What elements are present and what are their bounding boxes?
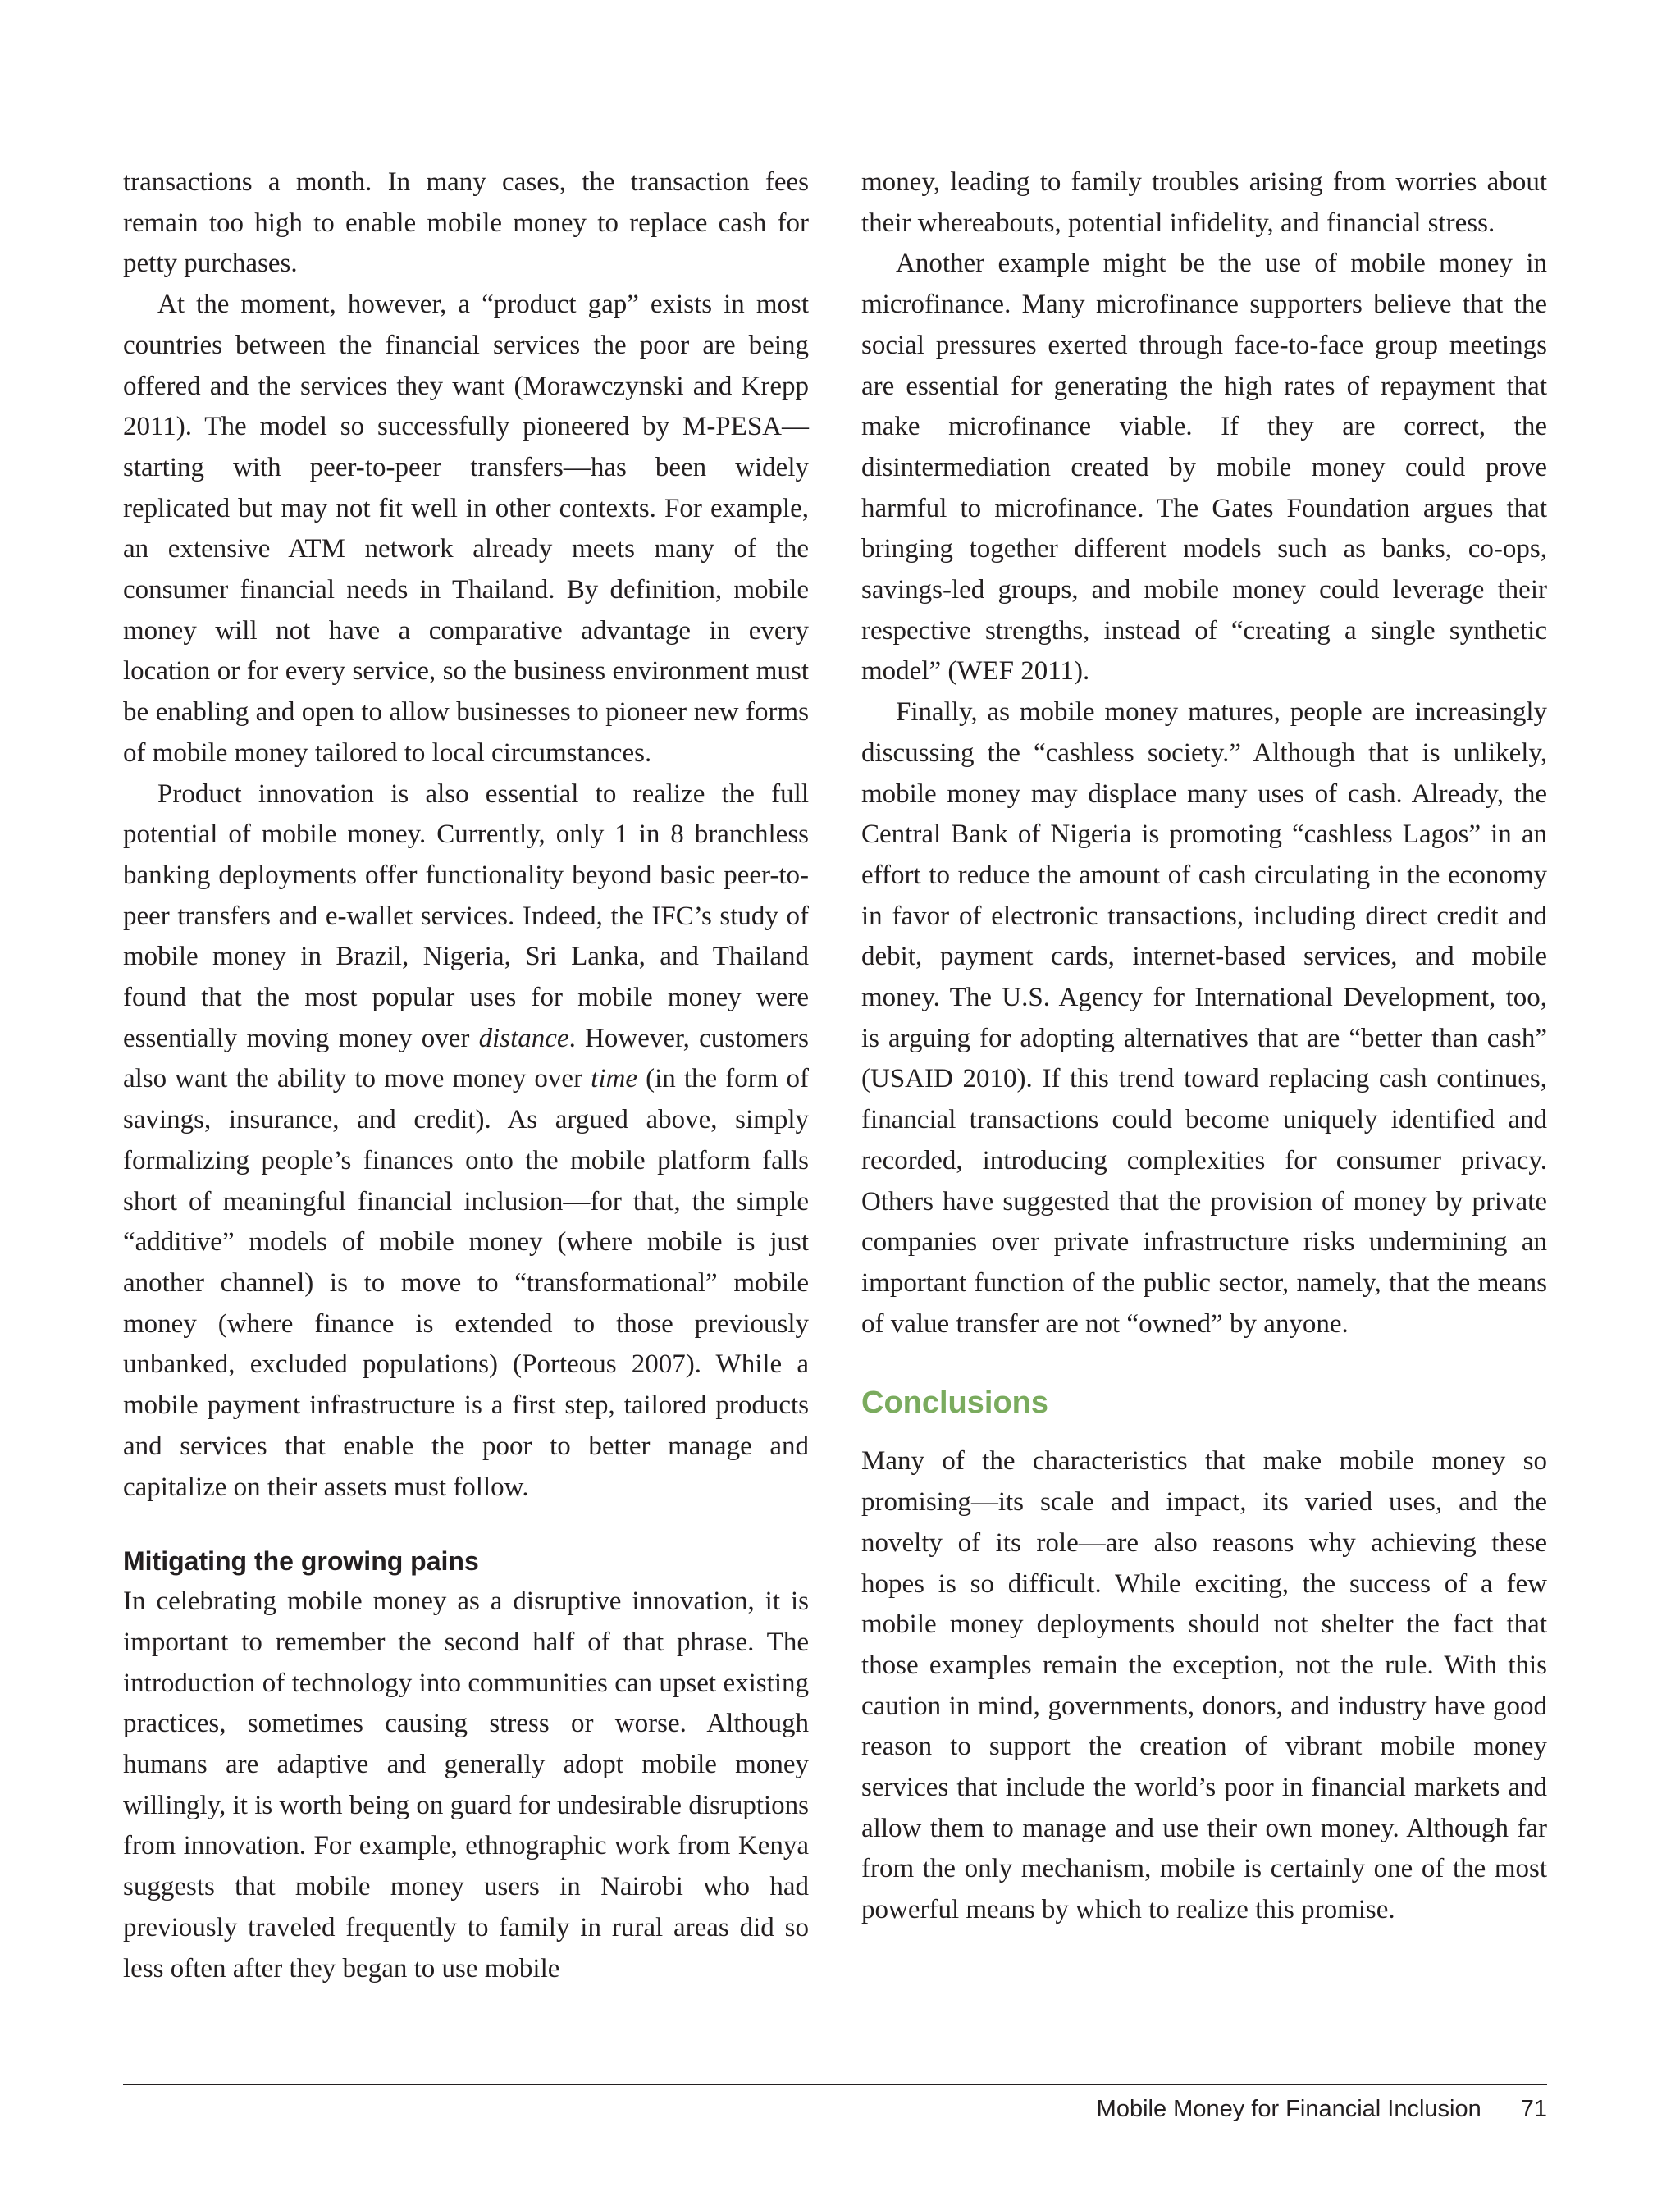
paragraph: Another example might be the use of mobile money in microfinance. Many microfinance supporters believe that the social pressures exerted through face-to-face group meetings are essential for generating the high rates of repayment that make microfinance viable. If they are correct, the disintermediation created by mobile money could prove harmful to microfinance. The Gates Foundation argues that bringing together different models such as banks, co-ops, savings-led groups, and mobile money could leverage their respective strengths, instead of “creating a single synthetic model” (WEF 2011).	[861, 249, 1547, 687]
subheading-mitigating: Mitigating the growing pains	[123, 1546, 479, 1577]
paragraph: At the moment, however, a “product gap” exists in most countries between the financial services the poor are being offered and the services they want (Morawczynski and Krepp 2011). The model so successfully pioneered by M-PESA—starting with peer-to-peer transfers—has been widely replicated but may not fit well in other contexts. For example, an extensive ATM network already meets many of the consumer financial needs in Thailand. By definition, mobile money will not have a comparative advantage in every location or for every service, so the business environment must be enabling and open to allow businesses to pioneer new forms of mobile money tailored to local circumstances.	[123, 290, 809, 768]
paragraph: transactions a month. In many cases, the transaction fees remain too high to enable mobile money to replace cash for petty purchases.	[123, 167, 809, 279]
paragraph: Finally, as mobile money matures, people are increasingly discussing the “cashless society.” Although that is unlikely, mobile money may displace many uses of cash. Already, the Central Bank of Nigeria is promoting “cashless Lagos” in an effort to reduce the amount of cash circulating in the economy in favor of electronic transactions, including direct credit and debit, payment cards, internet-based services, and mobile money. The U.S. Agency for International Development, too, is arguing for adopting alternatives that are “better than cash” (USAID 2010). If this trend toward replacing cash continues, financial transactions could become uniquely identified and recorded, introducing complexities for consumer privacy. Others have suggested that the provision of money by private companies over private infrastructure risks undermining an important function of the public sector, namely, that the means of value transfer are not “owned” by anyone.	[861, 697, 1547, 1339]
running-title: Mobile Money for Financial Inclusion	[1096, 2096, 1481, 2122]
emphasis-distance: distance	[478, 1023, 569, 1053]
left-column	[123, 162, 809, 1989]
paragraph	[123, 774, 809, 1509]
paragraph: In celebrating mobile money as a disruptive innovation, it is important to remember the second half of that phrase. The introduction of technology into communities can upset existing practices, sometimes causing stress or worse. Although humans are adaptive and generally adopt mobile money willingly, it is worth being on guard for undesirable disruptions from innovation. For example, ethnographic work from Kenya suggests that mobile money users in Nairobi who had previously traveled frequently to family in rural areas did so less often after they began to use mobile	[123, 1586, 809, 1984]
paragraph: money, leading to family troubles arising from worries about their whereabouts, potential infidelity, and financial stress.	[861, 167, 1547, 238]
page-footer	[1097, 2096, 1547, 2123]
right-column	[861, 162, 1547, 1931]
page-number: 71	[1520, 2096, 1547, 2122]
emphasis-time: time	[591, 1064, 637, 1094]
text-run: Product innovation is also essential to realize the full potential of mobile money. Currently, only 1 in 8 branchless banking deployments offer functionality beyond basic peer-to-peer transfers and e-wallet services. Indeed, the IFC’s study of mobile money in Brazil, Nigeria, Sri Lanka, and Thailand found that the most popular uses for mobile money were essentially moving money over	[123, 778, 809, 1053]
text-run: . However, customers also want the ability to move money over	[123, 1023, 809, 1094]
paragraph: Many of the characteristics that make mobile money so promising—its scale and impact, its varied uses, and the novelty of its role—are also reasons why achieving these hopes is so difficult. While exciting, the success of a few mobile money deployments should not shelter the fact that those examples remain the exception, not the rule. With this caution in mind, governments, donors, and industry have good reason to support the creation of vibrant mobile money services that include the world’s poor in financial markets and allow them to manage and use their own money. Although far from the only mechanism, mobile is certainly one of the most powerful means by which to realize this promise.	[861, 1446, 1547, 1925]
footer-rule	[123, 2084, 1547, 2085]
section-heading-conclusions: Conclusions	[861, 1386, 1049, 1421]
text-run: (in the form of savings, insurance, and credit). As argued above, simply formalizing people’s finances onto the mobile platform falls short of meaningful financial inclusion—for that, the simple “additive” models of mobile money (where mobile is just another channel) is to move to “transformational” mobile money (where finance is extended to those previously unbanked, excluded populations) (Porteous 2007). While a mobile payment infrastructure is a first step, tailored products and services that enable the poor to better manage and capitalize on their assets must follow.	[123, 1064, 809, 1502]
